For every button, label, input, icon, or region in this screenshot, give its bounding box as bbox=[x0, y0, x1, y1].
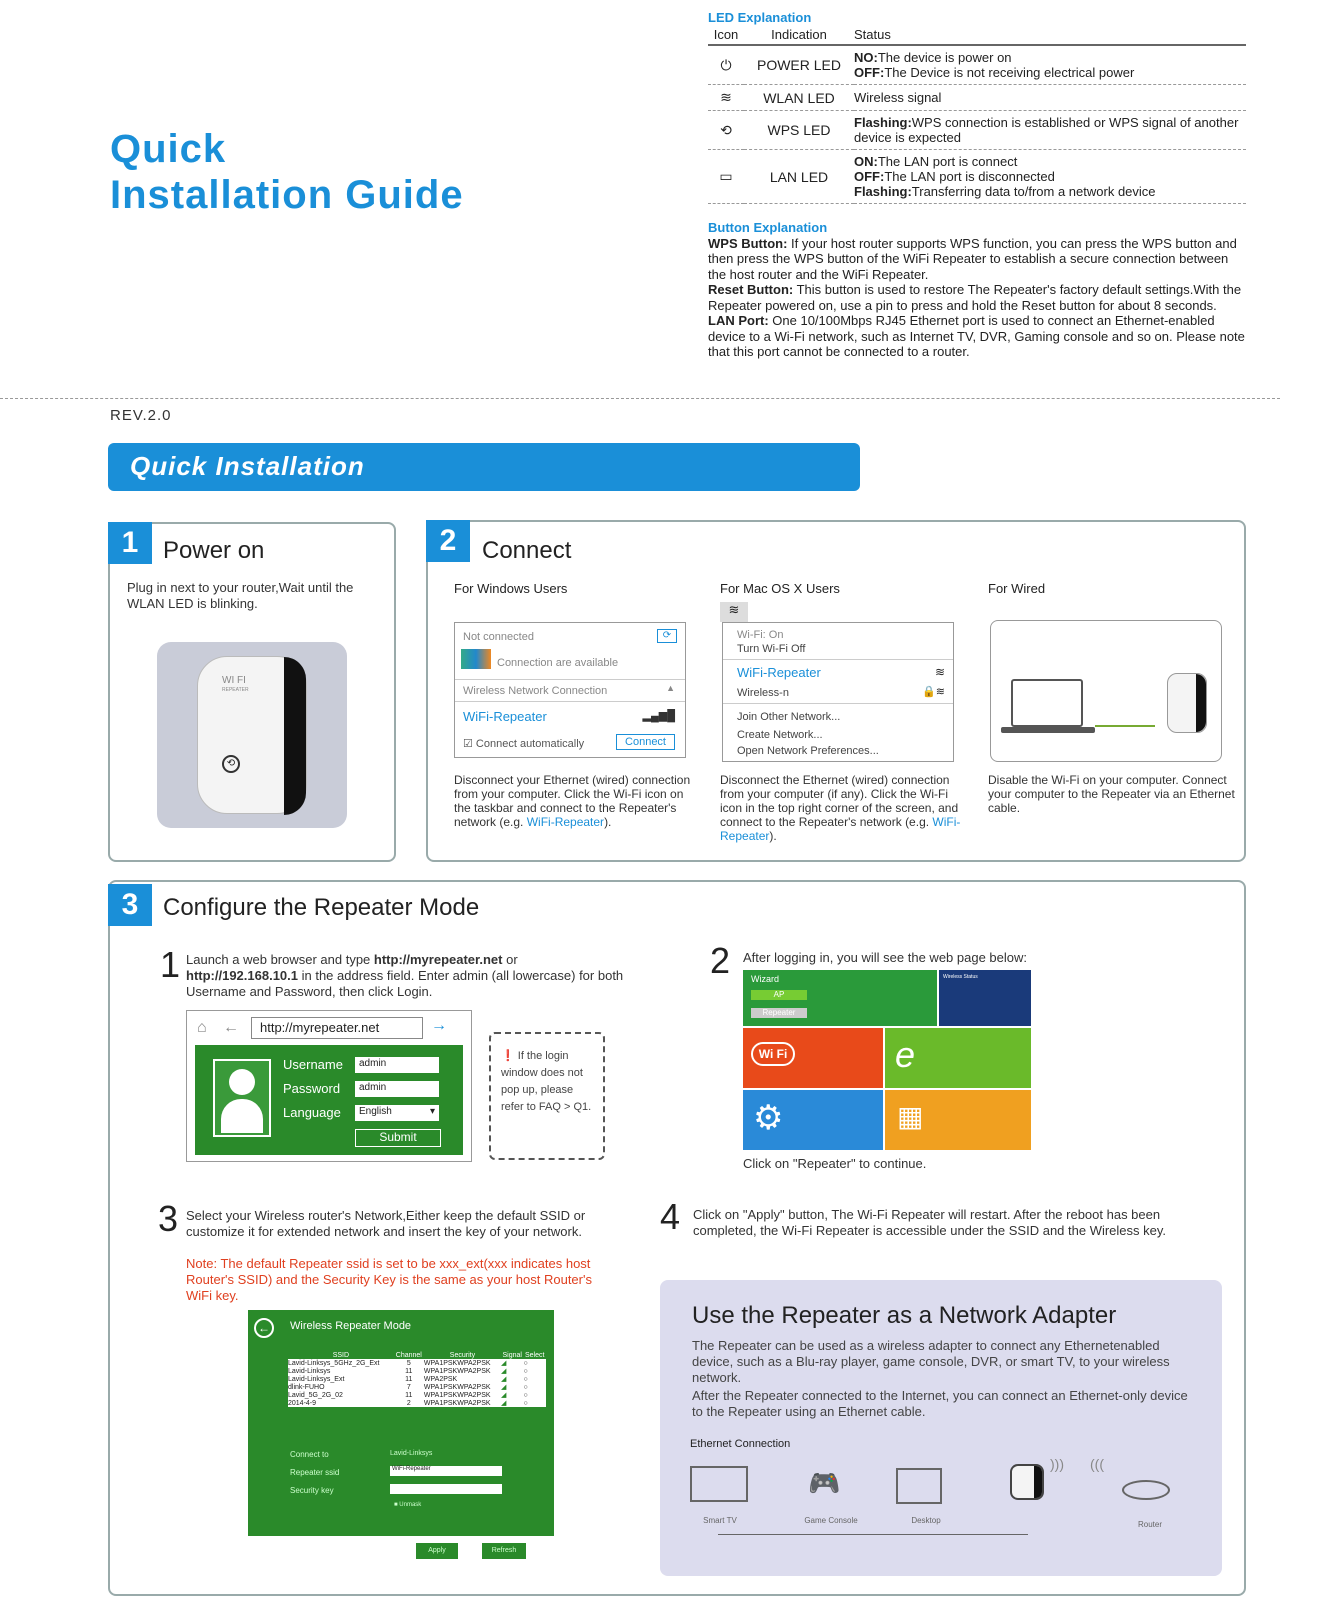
repeater-icon bbox=[1167, 673, 1207, 733]
step1-number: 1 bbox=[108, 522, 152, 564]
connect-auto-checkbox[interactable]: ☑ Connect automatically bbox=[463, 738, 585, 750]
qr-icon: ▦ bbox=[897, 1101, 924, 1132]
go-arrow-icon[interactable]: → bbox=[431, 1017, 447, 1034]
fold-line bbox=[0, 398, 1280, 399]
substep2-text: After logging in, you will see the web page below: bbox=[743, 950, 1028, 965]
dashboard-screenshot: Wizard AP Repeater Wireless Status Wi Fi e ⚙ ▦ bbox=[743, 970, 1031, 1150]
substep2-number: 2 bbox=[710, 940, 731, 981]
substep3-text: Select your Wireless router's Network,Either keep the default SSID or customize it for extended network and insert the key of your network. bbox=[186, 1208, 586, 1239]
ethernet-lines bbox=[718, 1534, 1028, 1535]
back-circle-icon[interactable]: ← bbox=[254, 1318, 274, 1338]
adapter-para2: After the Repeater connected to the Internet, you can connect an Ethernet-only device to the Repeater using an Ethernet cable. bbox=[692, 1388, 1188, 1419]
substep4-text: Click on "Apply" button, The Wi-Fi Repeater will restart. After the reboot has been completed, the Wi-Fi Repeater is accessible under the SSID and the Wireless key. bbox=[693, 1207, 1167, 1238]
wifi-icon: ≋ bbox=[934, 665, 945, 679]
windows-heading: For Windows Users bbox=[454, 581, 568, 596]
led-table: Icon Indication Status ⏻ POWER LED NO:The device is power on OFF:The Device is not receiving electrical power ≋ WLAN LED Wireless signal ⟲ WPS LED Flashing:WPS connection is established or WPS signal of another device is expected ▭ LAN LED ON:The LAN port is connect OFF:The LAN port is disconnected Flashing:Transferring data to/from a network device bbox=[708, 25, 1246, 204]
mac-ssid[interactable]: WiFi-Repeater bbox=[737, 665, 821, 680]
windows-desc: Disconnect your Ethernet (wired) connection from your computer. Click the Wi-Fi icon on the taskbar and connect to the Repeater's network (e.g. WiFi-Repeater). bbox=[454, 773, 691, 829]
step2-number: 2 bbox=[426, 520, 470, 562]
windows-connect-button[interactable]: Connect bbox=[616, 734, 675, 750]
select-radio: ○ bbox=[523, 1383, 528, 1391]
button-heading: Button Explanation bbox=[708, 220, 828, 235]
ssid-table: SSID Channel Security Signal Select Lavid-Linksys_5GHz_2G_Ext 5 WPA1PSKWPA2PSK ◢ ○ Lavid-Linksys 11 WPA1PSKWPA2PSK ◢ ○ Lavid-Linksys_Ext 11 WPA2PSK ◢ ○ dlink-FUHO 7 WPA1PSKWPA2PSK ◢ ○ Lavid_5G_2G_02 11 WPA1PSKWPA2PSK ◢ ○ 2014-4-9 2 WPA1PSKWPA2PSK ◢ ○ bbox=[288, 1352, 545, 1407]
guide-title: Quick Installation Guide bbox=[110, 127, 464, 217]
repeater-mode-panel: ← Wireless Repeater Mode SSID Channel Security Signal Select Lavid-Linksys_5GHz_2G_Ext 5 WPA1PSKWPA2PSK ◢ ○ Lavid-Linksys 11 WPA1PSKWPA2PSK ◢ ○ Lavid-Linksys_Ext 11 WPA2PSK ◢ ○ dlink-FUHO 7 WPA1PSKWPA2PSK ◢ ○ Lavid_5G_2G_02 11 WPA1PSKWPA2PSK ◢ ○ 2014-4-9 2 WPA1PSKWPA2PSK ◢ ○ Connect to Lavid-Linksys Repeater ssid WiFi-Repeater Security key ■ Unmask bbox=[248, 1310, 554, 1536]
lan-icon: ▭ bbox=[708, 150, 744, 204]
substep1-text: Launch a web browser and type http://myrepeater.net or http://192.168.10.1 in the address field. Enter admin (all lowercase) for both Username and Password, then click Login. bbox=[186, 952, 624, 999]
network-icon bbox=[461, 649, 491, 669]
unmask-checkbox[interactable]: ■ Unmask bbox=[394, 1502, 422, 1508]
select-radio: ○ bbox=[523, 1391, 528, 1399]
language-select[interactable]: English ▾ bbox=[355, 1105, 439, 1121]
signal-icon: ▂▄▆█ bbox=[642, 710, 675, 722]
led-row: ▭ LAN LED ON:The LAN port is connect OFF:The LAN port is disconnected Flashing:Transferring data to/from a network device bbox=[708, 150, 1246, 204]
button-item: LAN Port: One 10/100Mbps RJ45 Ethernet port is used to connect an Ethernet-enabled device to a Wi-Fi network, such as Internet TV, DVR, Gaming console and so on. Please note that this port cannot be connected to a router. bbox=[708, 313, 1245, 359]
substep1-number: 1 bbox=[160, 944, 181, 985]
mac-wifi-icon[interactable]: ≋ bbox=[720, 602, 748, 622]
laptop-icon bbox=[1011, 679, 1083, 727]
substep2-caption: Click on "Repeater" to continue. bbox=[743, 1156, 927, 1171]
login-note: ❗ If the login window does not pop up, please refer to FAQ > Q1. bbox=[489, 1032, 605, 1160]
wired-illustration bbox=[990, 620, 1222, 762]
repeater-tile-button[interactable]: Repeater bbox=[751, 1008, 807, 1018]
led-row: ≋ WLAN LED Wireless signal bbox=[708, 85, 1246, 111]
button-item: Reset Button: This button is used to restore The Repeater's factory default settings.With the Repeater powered on, use a pin to press and hold the Reset button for about 8 seconds. bbox=[708, 282, 1242, 313]
substep3-number: 3 bbox=[158, 1198, 179, 1239]
chevron-up-icon[interactable]: ▲ bbox=[666, 683, 675, 693]
repeater-adapter-icon bbox=[1010, 1464, 1044, 1500]
wifi-icon: ≋ bbox=[708, 85, 744, 111]
signal-icon: ◢ bbox=[500, 1392, 507, 1399]
button-explanation bbox=[708, 220, 1248, 360]
signal-icon: ◢ bbox=[500, 1400, 507, 1407]
select-radio: ○ bbox=[523, 1359, 528, 1367]
wps-button-icon: ⟲ bbox=[222, 755, 240, 773]
ethernet-cable bbox=[1095, 725, 1155, 727]
substep3-note: Note: The default Repeater ssid is set to be xxx_ext(xxx indicates host Router's SSID) and the Security Key is the same as your host Router's WiFi key. bbox=[186, 1256, 592, 1303]
substep4-number: 4 bbox=[660, 1196, 681, 1237]
led-row: ⏻ POWER LED NO:The device is power on OFF:The Device is not receiving electrical power bbox=[708, 45, 1246, 85]
ssid-row[interactable]: 2014-4-9 2 WPA1PSKWPA2PSK ◢ ○ bbox=[288, 1399, 546, 1407]
refresh-button[interactable]: Refresh bbox=[482, 1543, 526, 1559]
ssid-row[interactable]: dlink-FUHO 7 WPA1PSKWPA2PSK ◢ ○ bbox=[288, 1383, 546, 1391]
ssid-row[interactable]: Lavid-Linksys 11 WPA1PSKWPA2PSK ◢ ○ bbox=[288, 1367, 546, 1375]
select-radio: ○ bbox=[523, 1399, 528, 1407]
game-console-icon: 🎮 bbox=[808, 1468, 841, 1498]
step2-title: Connect bbox=[482, 537, 572, 564]
login-window: ⌂ ← http://myrepeater.net → Username admin Password admin Language English ▾ Submit bbox=[186, 1010, 472, 1162]
mac-desc: Disconnect the Ethernet (wired) connection from your computer (if any). Click the Wi-Fi icon in the top right corner of the screen, and connect to the Repeater's network (e.g. WiFi-Repeater). bbox=[720, 773, 961, 843]
user-avatar-icon bbox=[213, 1059, 271, 1137]
ssid-row[interactable]: Lavid-Linksys_5GHz_2G_Ext 5 WPA1PSKWPA2PSK ◢ ○ bbox=[288, 1359, 546, 1367]
step3-title: Configure the Repeater Mode bbox=[163, 894, 480, 921]
led-explanation bbox=[708, 10, 1246, 204]
signal-icon: ◢ bbox=[500, 1384, 507, 1391]
mac-heading: For Mac OS X Users bbox=[720, 581, 840, 596]
wireless-waves-icon: ))) bbox=[1050, 1456, 1064, 1472]
adapter-title: Use the Repeater as a Network Adapter bbox=[692, 1302, 1117, 1329]
power-icon: ⏻ bbox=[708, 45, 744, 85]
button-item: WPS Button: If your host router supports WPS function, you can press the WPS button and then press the WPS button of the WiFi Repeater to establish a secure connection between the host router and the WiFi Repeater. bbox=[708, 235, 1237, 282]
back-arrow-icon[interactable]: ← bbox=[223, 1019, 239, 1036]
signal-icon: ◢ bbox=[500, 1376, 507, 1383]
refresh-icon[interactable]: ⟳ bbox=[657, 629, 677, 643]
home-icon[interactable]: ⌂ bbox=[197, 1019, 207, 1036]
revision: REV.2.0 bbox=[110, 407, 172, 424]
quick-installation-banner: Quick Installation bbox=[108, 443, 860, 491]
step3-number: 3 bbox=[108, 884, 152, 926]
device-label: WI FI bbox=[222, 675, 246, 686]
repeater-ssid-input[interactable]: WiFi-Repeater bbox=[390, 1466, 502, 1476]
alert-icon: ❗ bbox=[501, 1050, 515, 1062]
device-photo: WI FI REPEATER ⟲ bbox=[157, 642, 347, 828]
select-radio: ○ bbox=[523, 1367, 528, 1375]
apply-button[interactable]: Apply bbox=[416, 1543, 458, 1559]
lock-icon: 🔒≋ bbox=[922, 686, 945, 698]
signal-icon: ◢ bbox=[500, 1360, 507, 1367]
username-input[interactable]: admin bbox=[355, 1057, 439, 1073]
ssid-row[interactable]: Lavid_5G_2G_02 11 WPA1PSKWPA2PSK ◢ ○ bbox=[288, 1391, 546, 1399]
mac-network-menu: Wi-Fi: On Turn Wi-Fi Off WiFi-Repeater ≋ Wireless-n 🔒≋ Join Other Network... Create Network... Open Network Preferences... bbox=[722, 622, 954, 762]
password-input[interactable]: admin bbox=[355, 1081, 439, 1097]
signal-icon: ◢ bbox=[500, 1368, 507, 1375]
network-adapter-section: Use the Repeater as a Network Adapter The Repeater can be used as a wireless adapter to connect any Ethernetenabled device, such as a Blu-ray player, game console, DVR, or smart TV, to your wireless network. After the Repeater connected to the Internet, you can connect an Ethernet-only device to the Repeater using an Ethernet cable. Ethernet Connection Smart TV 🎮 Game Console Desktop ))) ((( Router bbox=[660, 1280, 1222, 1576]
address-bar[interactable]: http://myrepeater.net bbox=[251, 1017, 423, 1039]
adapter-para1: The Repeater can be used as a wireless adapter to connect any Ethernetenabled device, such as a Blu-ray player, game console, DVR, or smart TV, to your wireless network. bbox=[692, 1338, 1170, 1385]
wired-desc: Disable the Wi-Fi on your computer. Connect your computer to the Repeater via an Ethernet cable. bbox=[988, 773, 1235, 815]
wifi-tile[interactable]: Wi Fi bbox=[751, 1042, 795, 1066]
select-radio: ○ bbox=[523, 1375, 528, 1383]
ssid-row[interactable]: Lavid-Linksys_Ext 11 WPA2PSK ◢ ○ bbox=[288, 1375, 546, 1383]
tv-icon bbox=[690, 1466, 748, 1502]
step1-title: Power on bbox=[163, 537, 265, 564]
led-heading: LED Explanation bbox=[708, 10, 812, 25]
router-icon bbox=[1122, 1480, 1170, 1500]
security-key-input[interactable] bbox=[390, 1484, 502, 1494]
desktop-icon bbox=[896, 1468, 942, 1504]
internet-icon: e bbox=[895, 1034, 916, 1075]
wired-heading: For Wired bbox=[988, 581, 1046, 596]
dropdown-icon: ▾ bbox=[429, 1106, 435, 1117]
ethernet-connection-label: Ethernet Connection bbox=[690, 1438, 791, 1450]
windows-ssid[interactable]: WiFi-Repeater bbox=[463, 709, 547, 724]
wps-icon: ⟲ bbox=[708, 111, 744, 150]
step1-text: Plug in next to your router,Wait until the WLAN LED is blinking. bbox=[127, 580, 354, 611]
submit-button[interactable]: Submit bbox=[355, 1129, 441, 1147]
led-row: ⟲ WPS LED Flashing:WPS connection is established or WPS signal of another device is expected bbox=[708, 111, 1246, 150]
windows-network-panel: Not connected ⟳ Connection are available Wireless Network Connection ▲ WiFi-Repeater ▂▄▆█ ☑ Connect automatically Connect bbox=[454, 622, 686, 758]
gear-icon[interactable]: ⚙ bbox=[753, 1099, 784, 1137]
